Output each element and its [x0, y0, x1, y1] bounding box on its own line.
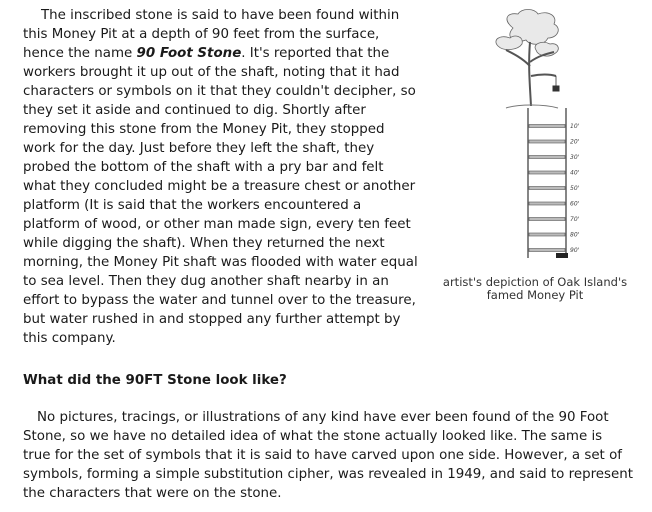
depth-label: 30' [570, 154, 580, 161]
platform-7 [529, 218, 565, 221]
ground-line [506, 105, 558, 108]
depth-label: 10' [570, 123, 580, 130]
depth-label: 40' [570, 169, 580, 177]
depth-label: 20' [570, 138, 580, 146]
money-pit-illustration [458, 6, 608, 271]
section-heading: What did the 90FT Stone look like? [23, 373, 287, 388]
depth-label: 70' [570, 216, 580, 223]
platform-1 [529, 125, 565, 128]
depth-label: 60' [570, 200, 580, 208]
platform-6 [529, 202, 565, 205]
depth-label: 80' [570, 231, 580, 239]
depth-labels [570, 123, 580, 254]
tree-canopy [496, 10, 558, 57]
shaft-platforms [529, 125, 565, 252]
treasure-chest [556, 253, 568, 258]
intro-text-start: The inscribed stone is said to have been found within this Money Pit at a depth of 90 feet from the surface, hence the name [23, 8, 400, 61]
section-paragraph [23, 408, 633, 503]
platform-4 [529, 171, 565, 174]
platform-5 [529, 187, 565, 190]
platform-2 [529, 140, 565, 143]
platform-9 [529, 249, 565, 252]
block-and-tackle [553, 76, 559, 91]
depth-label: 50' [570, 185, 580, 192]
figure-caption: artist's depiction of Oak Island's famed Money Pit [442, 275, 628, 302]
platform-3 [529, 156, 565, 159]
depth-label: 90' [570, 247, 580, 254]
stone-name: 90 Foot Stone [136, 46, 242, 61]
intro-paragraph [23, 6, 418, 348]
section-body-text: No pictures, tracings, or illustrations of any kind have ever been found of the 90 Foot Stone, so we have no detailed idea of what the stone actually looked like. The same is true for the set of symbols that it is said to have carved upon one side. However, a set of symbols, forming a simple substitution cipher, was revealed in 1949, and said to represent the characters that were on the stone. [23, 410, 633, 501]
intro-text-rest: . It's reported that the workers brought it up out of the shaft, noting that it had characters or symbols on it that they couldn't decipher, so they set it aside and continued to dig. Shortly after removing this stone from the Money Pit, they stopped work for the day. Just before they left the shaft, they probed the bottom of the shaft with a pry bar and felt what they concluded might be a treasure chest or another platform (It is said that the workers encountered a platform of wood, or other man made sign, every ten feet while digging the shaft). When they returned the next morning, the Money Pit shaft was flooded with water equal to sea level. Then they dug another shaft nearby in an effort to bypass the water and tunnel over to the treasure, but water rushed in and stopped any further attempt by this company. [23, 46, 418, 346]
money-pit-figure [440, 6, 630, 306]
platform-8 [529, 233, 565, 236]
